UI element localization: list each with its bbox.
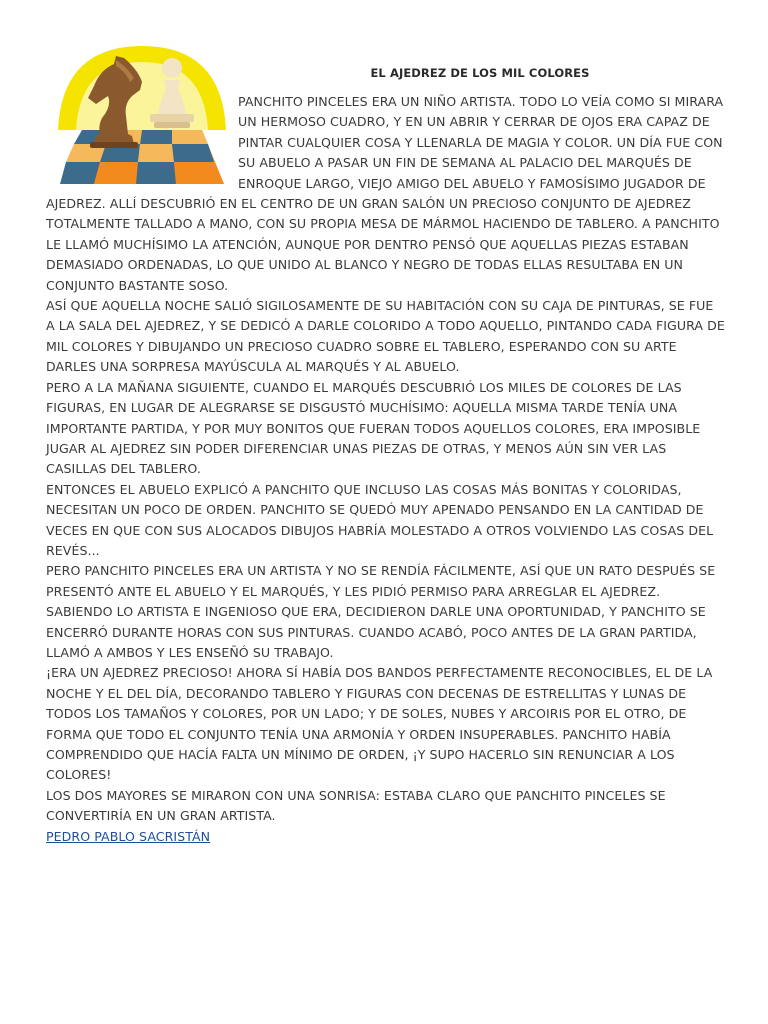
paragraph: PANCHITO PINCELES ERA UN NIÑO ARTISTA. TODO LO VEÍA COMO SI MIRARA UN HERMOSO CUADRO, Y EN UN ABRIR Y CERRAR DE OJOS ERA CAPAZ DE PINTAR CUALQUIER COSA Y LLENARLA DE MAGIA Y COLOR. UN DÍA FUE CON SU ABUELO A PASAR UN FIN DE SEMANA AL PALACIO DEL MARQUÉS DE ENROQUE LARGO, VIEJO AMIGO DEL ABUELO Y FAMOSÍSIMO JUGADOR DE AJEDREZ. ALLÍ DESCUBRIÓ EN EL CENTRO DE UN GRAN SALÓN UN PRECIOSO CONJUNTO DE AJEDREZ TOTALMENTE TALLADO A MANO, CON SU PROPIA MESA DE MÁRMOL HACIENDO DE TABLERO. A PANCHITO LE LLAMÓ MUCHÍSIMO LA ATENCIÓN, AUNQUE POR DENTRO PENSÓ QUE AQUELLAS PIEZAS ESTABAN DEMASIADO ORDENADAS, LO QUE UNIDO AL BLANCO Y NEGRO DE TODAS ELLAS RESULTABA EN UN CONJUNTO BASTANTE SOSO. — [46, 94, 724, 293]
paragraph: ¡ERA UN AJEDREZ PRECIOSO! AHORA SÍ HABÍA DOS BANDOS PERFECTAMENTE RECONOCIBLES, EL DE LA NOCHE Y EL DEL DÍA, DECORANDO TABLERO Y FIGURAS CON DECENAS DE ESTRELLITAS Y LUNAS DE TODOS LOS TAMAÑOS Y COLORES, POR UN LADO; Y DE SOLES, NUBES Y ARCOIRIS POR EL OTRO, DE FORMA QUE TODO EL CONJUNTO TENÍA UNA ARMONÍA Y ORDEN INSUPERABLES. PANCHITO HABÍA COMPRENDIDO QUE HACÍA FALTA UN MÍNIMO DE ORDEN, ¡Y SUPO HACERLO SIN RENUNCIAR A LOS COLORES! — [46, 665, 713, 783]
story-body — [46, 92, 726, 847]
paragraph: LOS DOS MAYORES SE MIRARON CON UNA SONRISA: ESTABA CLARO QUE PANCHITO PINCELES SE CONVERTIRÍA EN UN GRAN ARTISTA. — [46, 787, 666, 824]
document-title: EL AJEDREZ DE LOS MIL COLORES — [370, 66, 590, 80]
paragraph: ASÍ QUE AQUELLA NOCHE SALIÓ SIGILOSAMENTE DE SU HABITACIÓN CON SU CAJA DE PINTURAS, SE FUE A LA SALA DEL AJEDREZ, Y SE DEDICÓ A DARLE COLORIDO A TODO AQUELLO, PINTANDO CADA FIGURA DE MIL COLORES Y DIBUJANDO UN PRECIOSO CUADRO SOBRE EL TABLERO, ESPERANDO CON SU ARTE DARLES UNA SORPRESA MAYÚSCULA AL MARQUÉS Y AL ABUELO. — [46, 298, 725, 375]
author-link[interactable]: PEDRO PABLO SACRISTÁN — [46, 828, 211, 844]
paragraph: PERO A LA MAÑANA SIGUIENTE, CUANDO EL MARQUÉS DESCUBRIÓ LOS MILES DE COLORES DE LAS FIGURAS, EN LUGAR DE ALEGRARSE SE DISGUSTÓ MUCHÍSIMO: AQUELLA MISMA TARDE TENÍA UNA IMPORTANTE PARTIDA, Y POR MUY BONITOS QUE FUERAN TODOS AQUELLOS COLORES, ERA IMPOSIBLE JUGAR AL AJEDREZ SIN PODER DIFERENCIAR UNAS PIEZAS DE OTRAS, Y MENOS AÚN SIN VER LAS CASILLAS DEL TABLERO. — [46, 379, 701, 477]
paragraph: ENTONCES EL ABUELO EXPLICÓ A PANCHITO QUE INCLUSO LAS COSAS MÁS BONITAS Y COLORIDAS, NECESITAN UN POCO DE ORDEN. PANCHITO SE QUEDÓ MUY APENADO PENSANDO EN LA CANTIDAD DE VECES EN QUE CON SUS ALOCADOS DIBUJOS HABRÍA MOLESTADO A OTROS VOLVIENDO LAS COSAS DEL REVÉS... — [46, 481, 714, 558]
paragraph: PERO PANCHITO PINCELES ERA UN ARTISTA Y NO SE RENDÍA FÁCILMENTE, ASÍ QUE UN RATO DESPUÉS SE PRESENTÓ ANTE EL ABUELO Y EL MARQUÉS, Y LES PIDIÓ PERMISO PARA ARREGLAR EL AJEDREZ. SABIENDO LO ARTISTA E INGENIOSO QUE ERA, DECIDIERON DARLE UNA OPORTUNIDAD, Y PANCHITO SE ENCERRÓ DURANTE HORAS CON SUS PINTURAS. CUANDO ACABÓ, POCO ANTES DE LA GRAN PARTIDA, LLAMÓ A AMBOS Y LES ENSEÑÓ SU TRABAJO. — [46, 563, 716, 660]
